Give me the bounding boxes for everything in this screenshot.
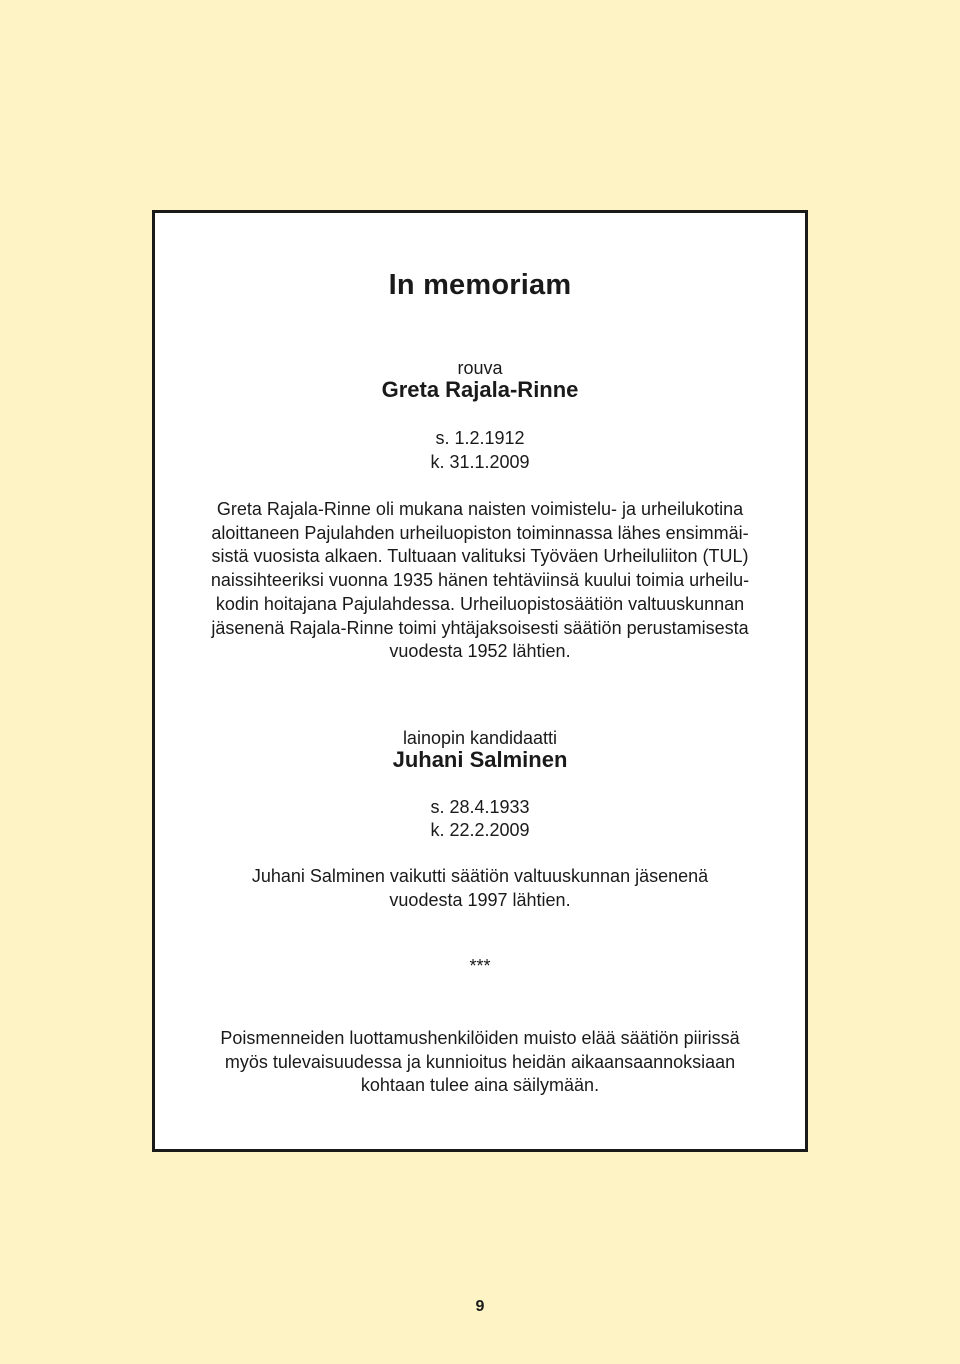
paragraph-line: Greta Rajala-Rinne oli mukana naisten voimistelu- ja urheilukotina (216, 499, 744, 519)
paragraph-line: kodin hoitajana Pajulahdessa. Urheiluopistosäätiön valtuuskunnan (215, 593, 745, 614)
closing-paragraph (175, 1027, 785, 1098)
person2-honorific: lainopin kandidaatti (402, 728, 558, 748)
paragraph-line: jäsenenä Rajala-Rinne toimi yhtäjaksoisesti säätiön perustamisesta (211, 617, 749, 638)
person1-paragraph (191, 498, 769, 664)
paragraph-line: Poismenneiden luottamushenkilöiden muisto elää säätiön piirissä (220, 1028, 740, 1048)
person2-born: s. 28.4.1933 (430, 797, 530, 817)
person1-honorific: rouva (457, 358, 503, 378)
person1-died: k. 31.1.2009 (430, 452, 530, 472)
person2-paragraph (191, 865, 769, 912)
separator: *** (469, 956, 491, 976)
page-number: 9 (475, 1298, 485, 1315)
person1-born: s. 1.2.1912 (435, 428, 525, 448)
paragraph-line: sistä vuosista alkaen. Tultuaan valituksi Työväen Urheiluliiton (TUL) (211, 546, 749, 567)
page-title: In memoriam (388, 269, 572, 301)
paragraph-line: Juhani Salminen vaikutti säätiön valtuuskunnan jäsenenä (251, 866, 709, 886)
person1-name: Greta Rajala-Rinne (381, 377, 579, 402)
paragraph-line: myös tulevaisuudessa ja kunnioitus heidän aikaansaannoksiaan (224, 1051, 736, 1072)
person2-name: Juhani Salminen (392, 747, 568, 772)
paragraph-line: naissihteeriksi vuonna 1935 hänen tehtäviinsä kuului toimia urheilu- (210, 570, 750, 591)
memoriam-frame (152, 210, 808, 1152)
paragraph-line: vuodesta 1952 lähtien. (389, 641, 571, 662)
paragraph-line: aloittaneen Pajulahden urheiluopiston toiminnassa lähes ensimmäi- (211, 522, 749, 543)
paragraph-line: vuodesta 1997 lähtien. (389, 889, 571, 910)
person2-died: k. 22.2.2009 (430, 820, 530, 840)
paragraph-line: kohtaan tulee aina säilymään. (360, 1075, 600, 1096)
